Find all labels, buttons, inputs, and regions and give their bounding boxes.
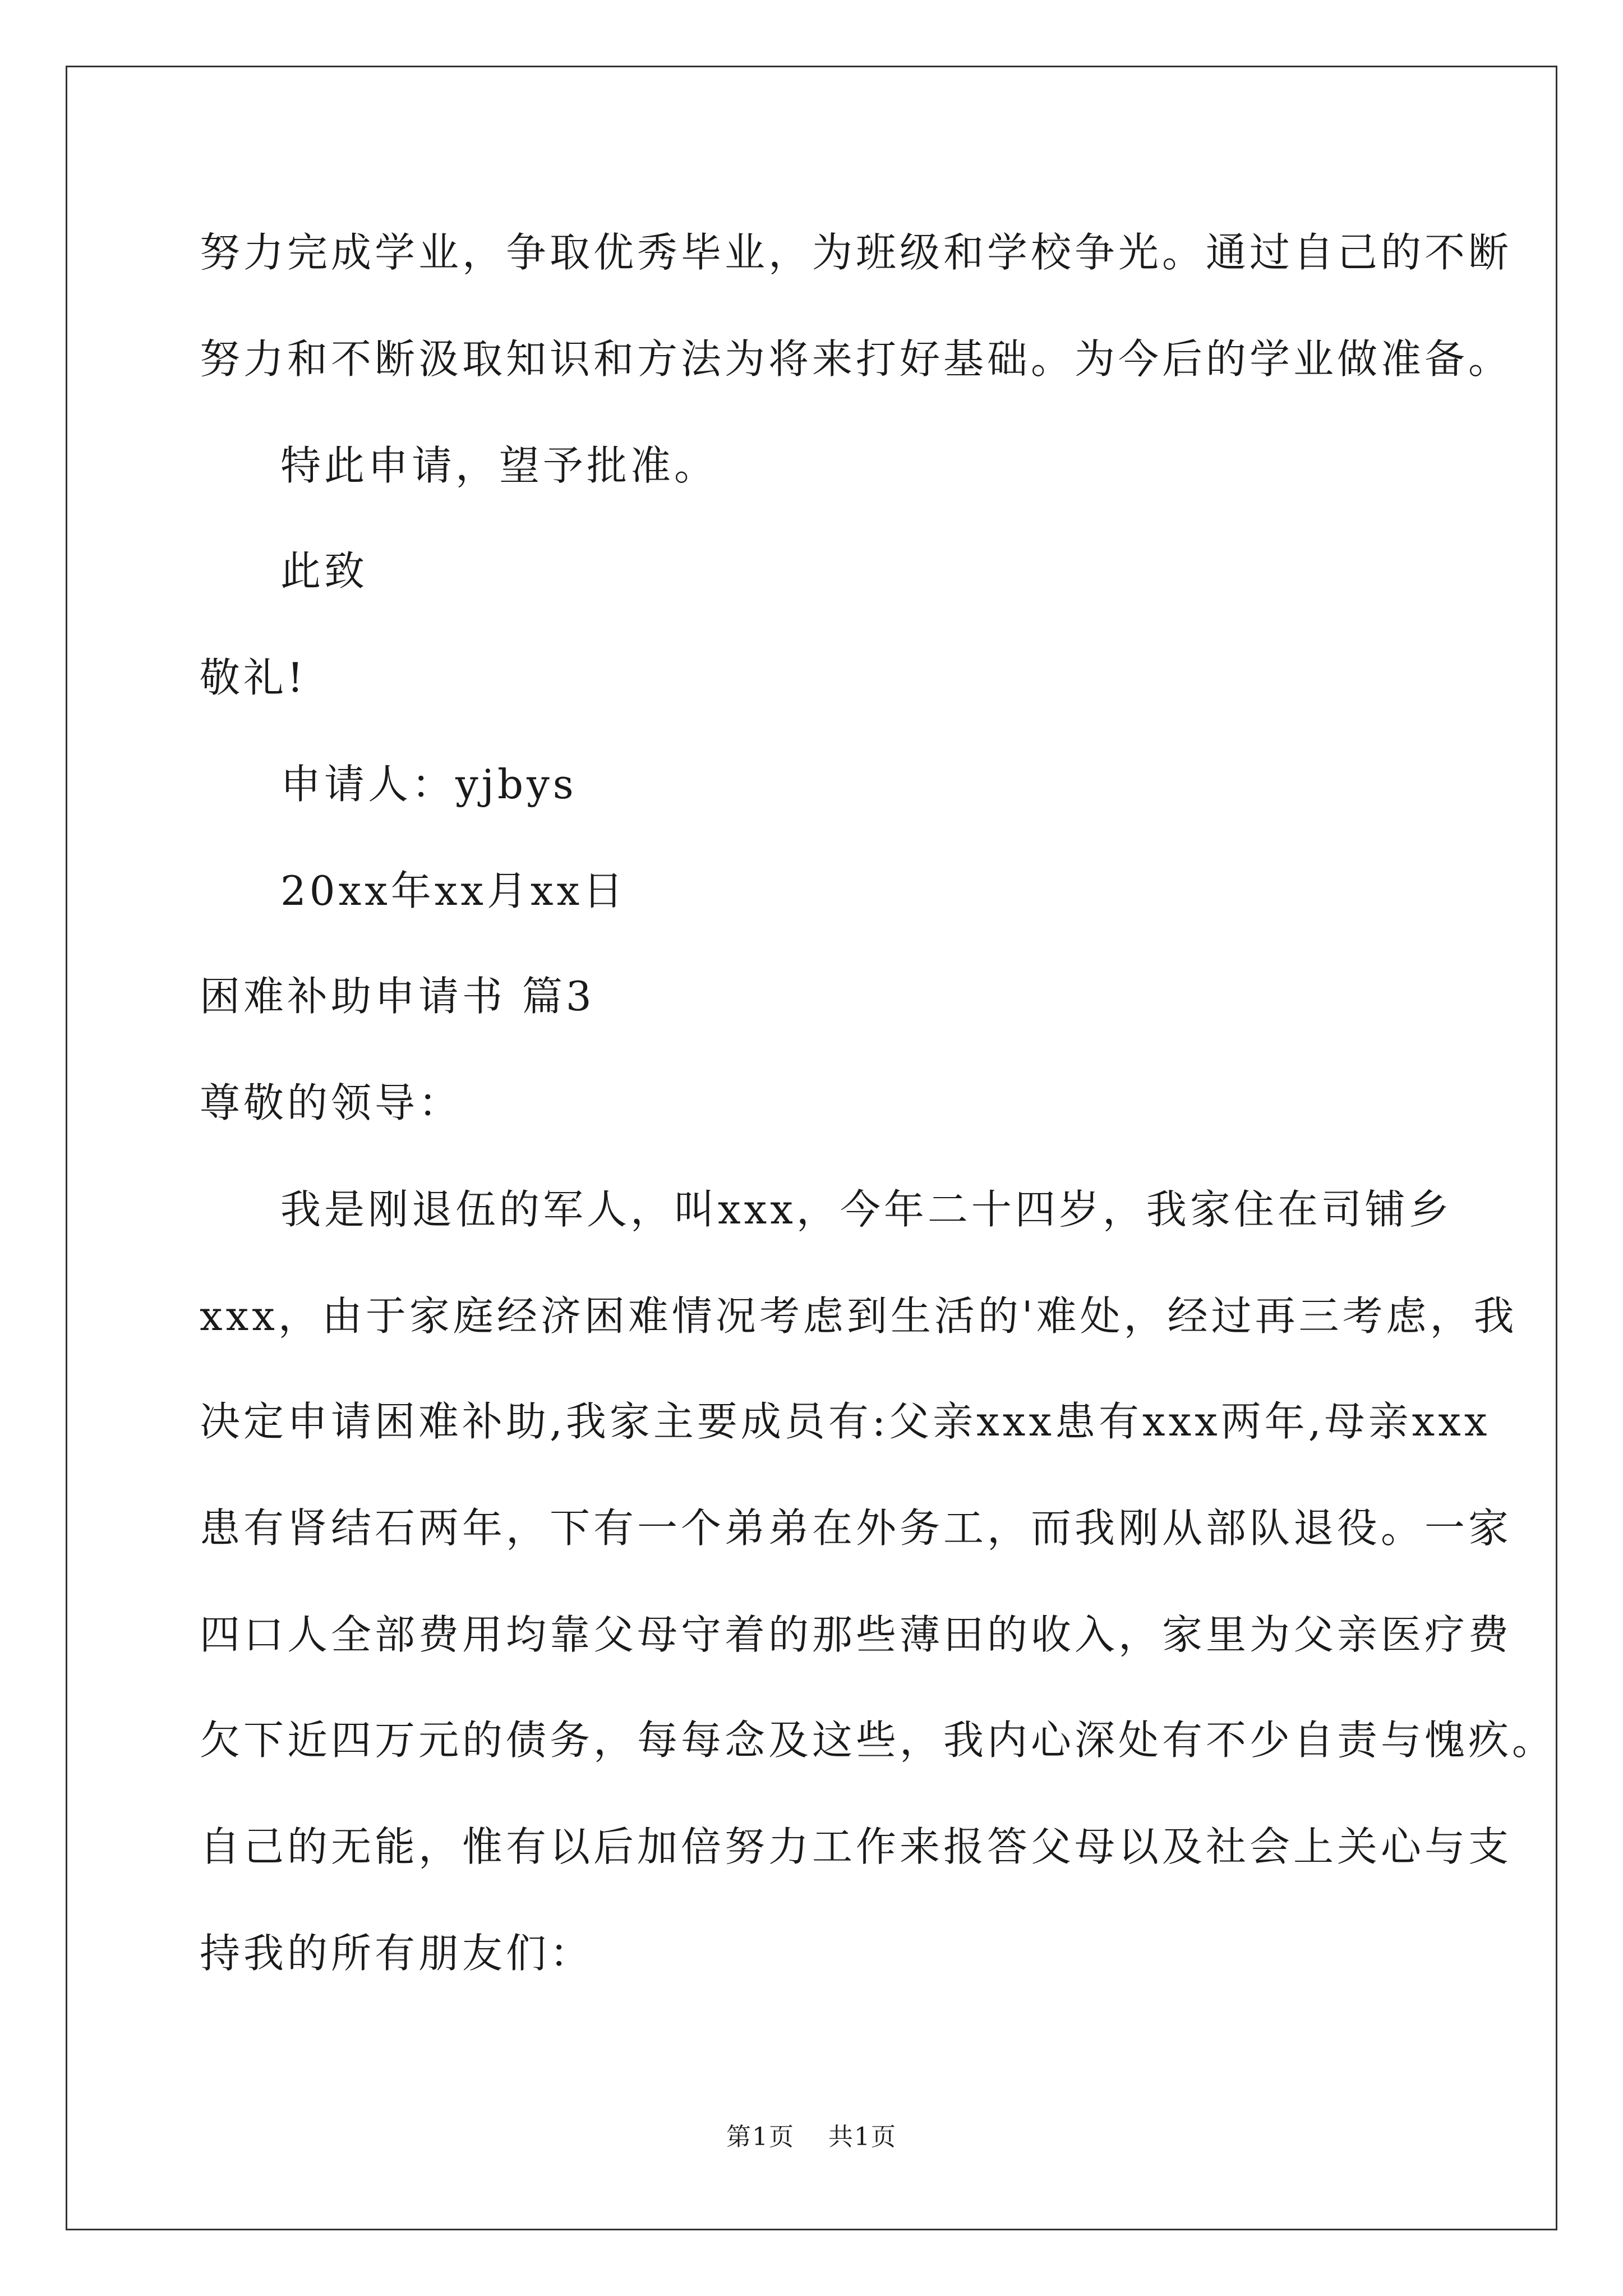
date-line: 20xx年xx月xx日 (280, 867, 627, 914)
body-line-5: 决定申请困难补助,我家主要成员有:父亲xxx患有xxx两年,母亲xxx (200, 1398, 1491, 1445)
page-current: 第1页 (726, 2123, 795, 2151)
closing-request-line: 特此申请，望予批准。 (280, 442, 718, 489)
applicant-line: 申请人：yjbys (280, 761, 577, 808)
salutation-line: 此致 (280, 547, 368, 595)
greeting-line: 尊敬的领导： (200, 1079, 463, 1126)
regards-line: 敬礼! (200, 654, 307, 701)
body-line-2: 努力和不断汲取知识和方法为将来打好基础。为今后的学业做准备。 (200, 335, 1513, 383)
page-border (66, 66, 1557, 2230)
body-line-1: 努力完成学业，争取优秀毕业，为班级和学校争光。通过自己的不断 (200, 229, 1513, 276)
page-footer (0, 2120, 1623, 2154)
section-title: 困难补助申请书 篇3 (200, 973, 595, 1020)
body-line-8: 欠下近四万元的债务，每每念及这些，我内心深处有不少自责与愧疚。 (200, 1717, 1556, 1764)
body-line-10: 持我的所有朋友们： (200, 1930, 594, 1977)
body-line-9: 自己的无能，惟有以后加倍努力工作来报答父母以及社会上关心与支 (200, 1823, 1513, 1870)
body-line-4: xxx，由于家庭经济困难情况考虑到生活的'难处，经过再三考虑，我 (200, 1292, 1518, 1340)
body-line-6: 患有肾结石两年，下有一个弟弟在外务工，而我刚从部队退役。一家 (200, 1504, 1513, 1552)
body-line-3: 我是刚退伍的军人，叫xxx，今年二十四岁，我家住在司铺乡 (280, 1186, 1453, 1233)
page-total: 共1页 (828, 2123, 897, 2151)
body-line-7: 四口人全部费用均靠父母守着的那些薄田的收入，家里为父亲医疗费 (200, 1611, 1513, 1658)
